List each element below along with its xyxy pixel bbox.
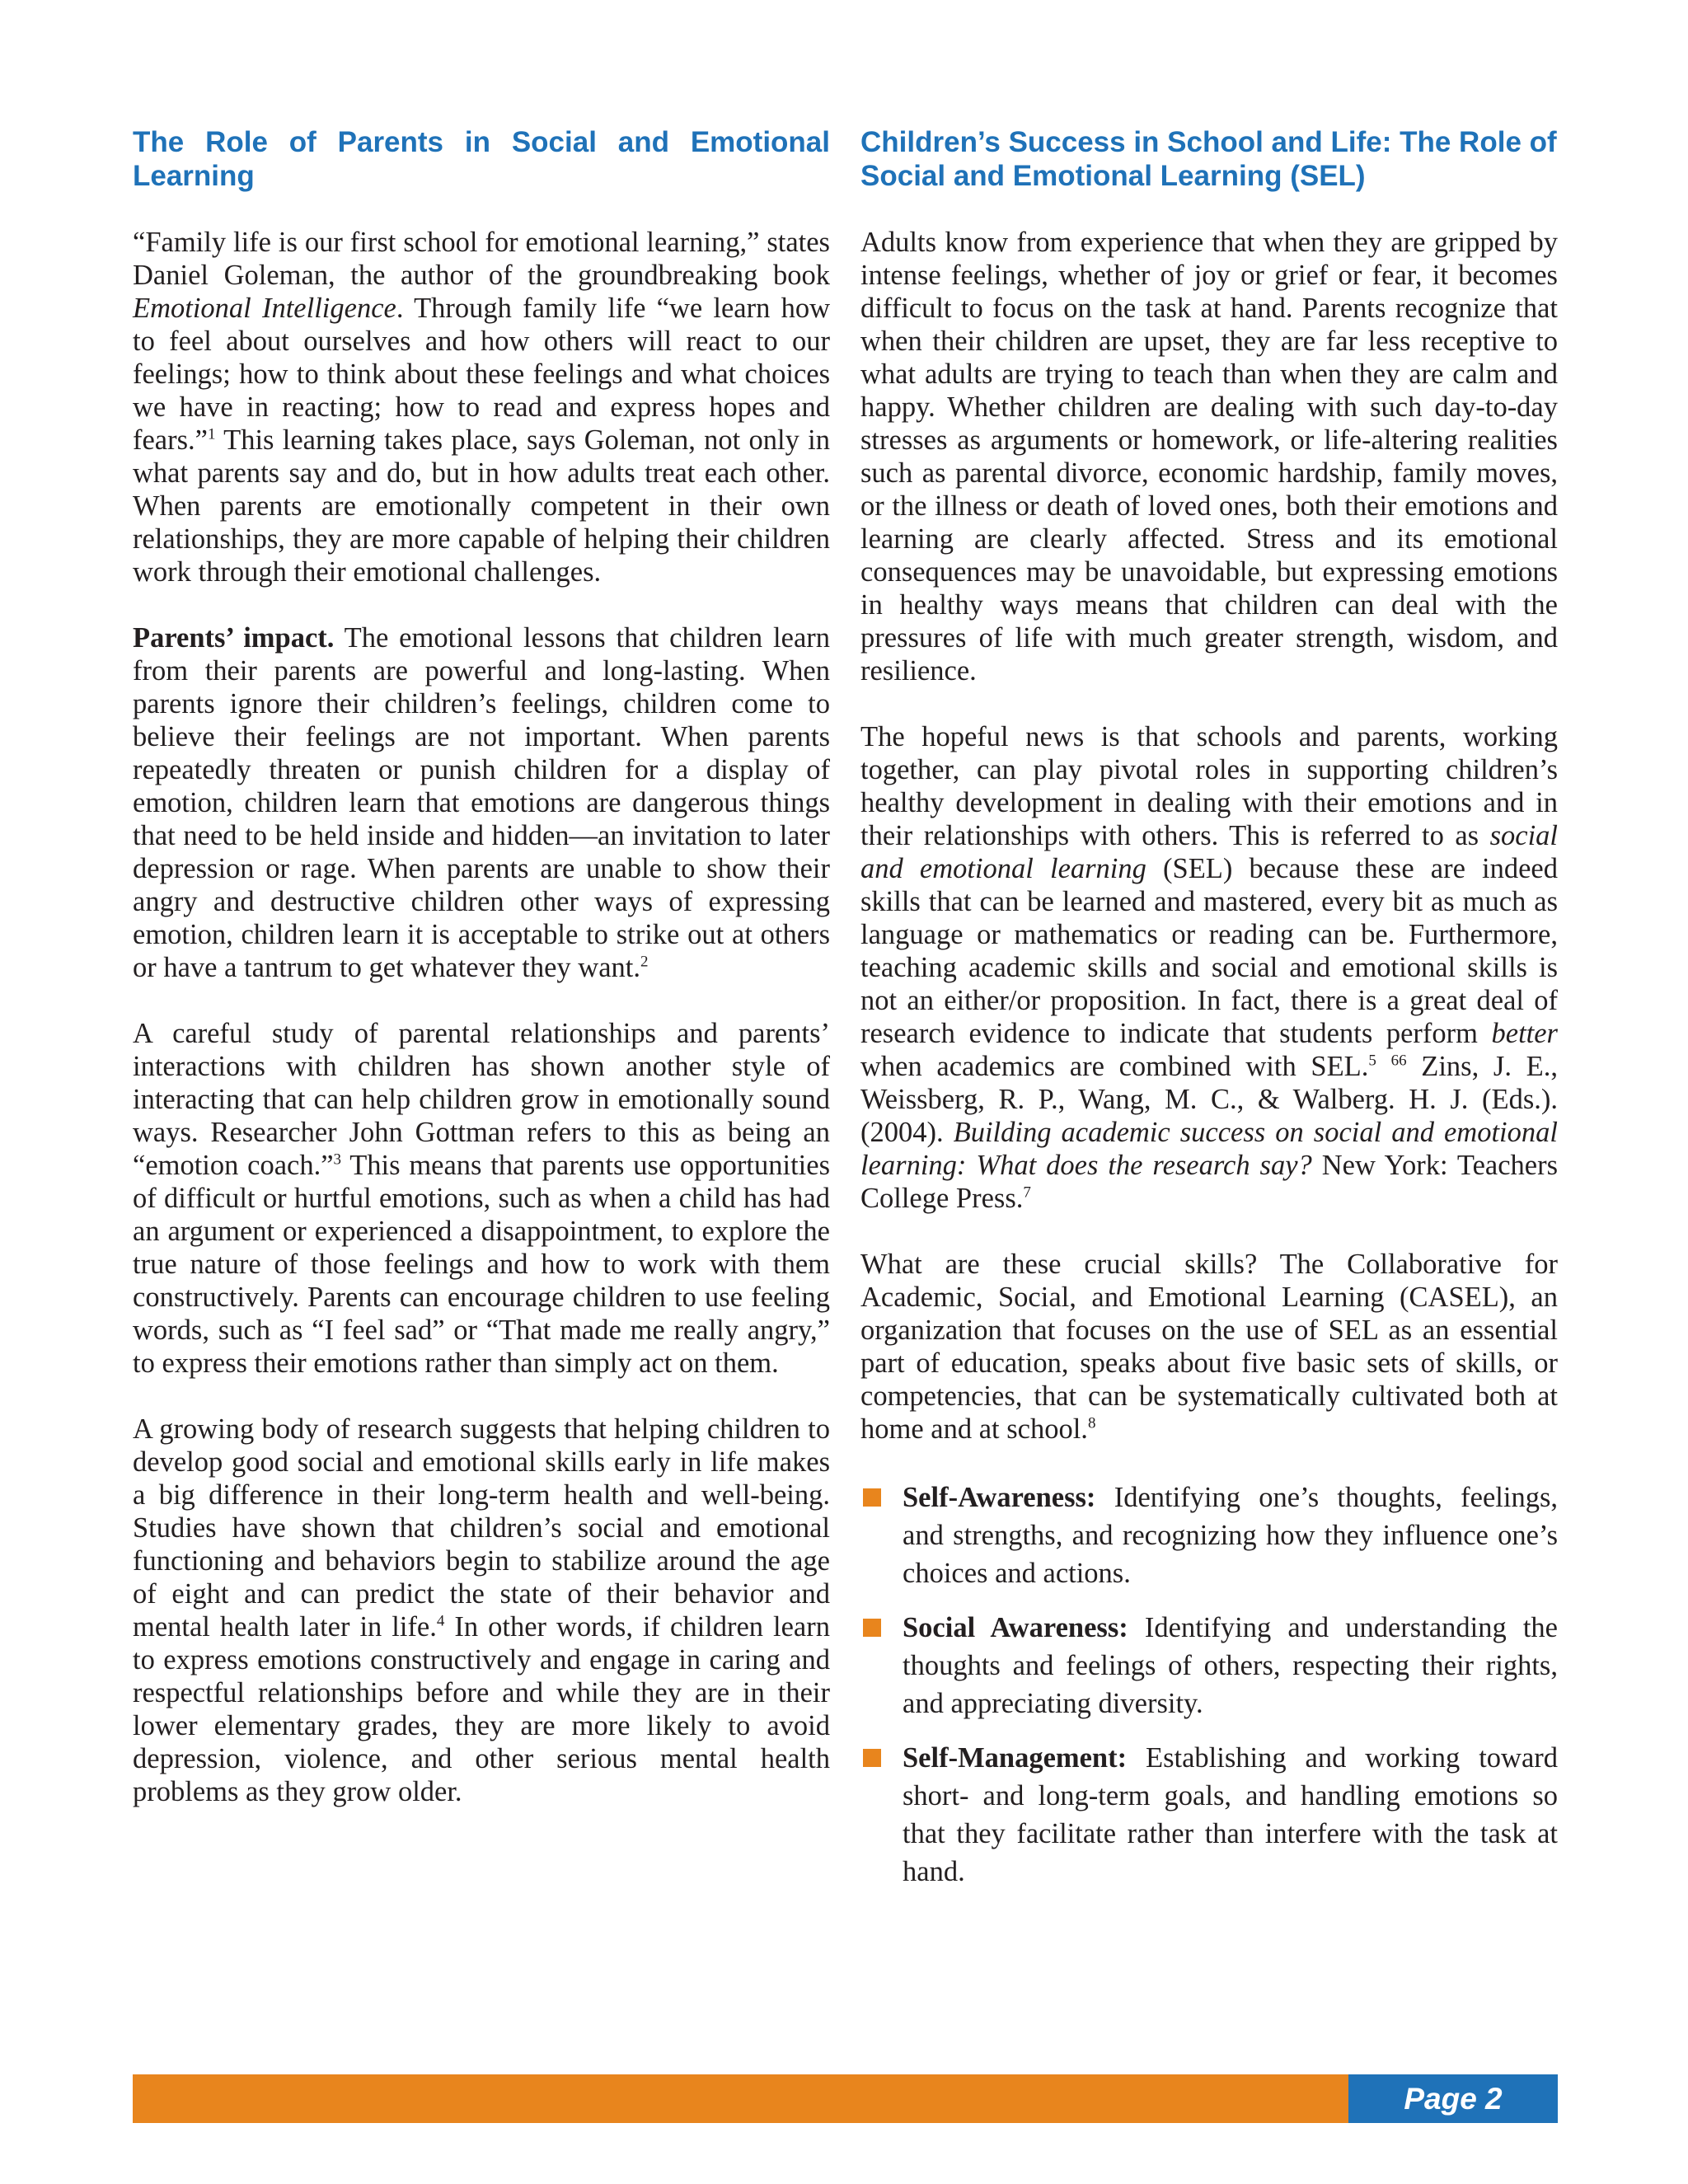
paragraph-text: In other words, if children learn to express emotions constructively and engage in caring and respectful relationships before and while they are in their lower elementary grades, they are more likely to avoid depression, violence, and other serious mental health problems as they grow older. [133,1611,830,1807]
list-item [860,1479,1558,1592]
paragraph-text: (SEL) because these are indeed skills that can be learned and mastered, every bit as much as language or mathematics or reading can be. Furthermore, teaching academic skills and social and emotional skills is not an either/or proposition. In fact, there is a great deal of research evidence to indicate that students perform [860,853,1558,1049]
footnote-ref: 66 [1390,1052,1407,1070]
competency-text: Establishing and working toward short- and long-term goals, and handling emotions so that they facilitate rather than interfere with the task at hand. [903,1742,1558,1887]
casel-paragraph [860,1248,1558,1446]
role-of-parents-heading: The Role of Parents in Social and Emotional Learning [133,126,830,192]
footnote-ref: 5 [1368,1052,1376,1070]
hopeful-news-paragraph [860,720,1558,1215]
paragraph-text: The hopeful news is that schools and parents, working together, can play pivotal roles in supporting children’s healthy development in dealing with their emotions and in their relationships with others. This is referred to as [860,721,1558,851]
right-column [860,125,1558,1907]
parents-impact-lead: Parents’ impact. [133,622,335,654]
sel-term: social and emotional learning [860,820,1558,884]
left-column [133,125,830,1841]
paragraph-text: when academics are combined with SEL. [860,1051,1369,1082]
parents-impact-paragraph [133,621,830,984]
paragraph-text: . Through family life “we learn how to feel about ourselves and how others will react to our feelings; how to think about these feelings and what choices we have in reacting; how to read and express hopes and fears.” [133,293,831,456]
competency-title: Self-Awareness: [903,1482,1096,1513]
list-item [860,1609,1558,1722]
emphasis-better: better [1491,1018,1558,1049]
competency-text: Identifying one’s thoughts, feelings, and strengths, and recognizing how they influence one’s choices and actions. [903,1482,1558,1589]
research-paragraph [133,1413,830,1808]
footnote-ref: 7 [1023,1183,1031,1202]
intense-feelings-paragraph: Adults know from experience that when they are gripped by intense feelings, whether of joy or grief or fear, it becomes difficult to focus on the task at hand. Parents recognize that when their children are upset, they are far less receptive to what adults are trying to teach than when they are calm and happy. Whether children are dealing with such day-to-day stresses as arguments or homework, or life-altering realities such as parental divorce, economic hardship, family moves, or the illness or death of loved ones, both their emotions and learning are clearly affected. Stress and its emotional consequences may be unavoidable, but expressing emotions in healthy ways means that children can deal with the pressures of life with much greater strength, wisdom, and resilience. [860,227,1558,687]
paragraph-text: A careful study of parental relationships and parents’ interactions with children has shown another style of interacting that can help children grow in emotionally sound ways. Researcher John Gottman refers to this as being an “emotion coach.” [133,1018,830,1181]
book-title: Emotional Intelligence [133,293,396,324]
competency-text: Identifying and understanding the thoughts and feelings of others, respecting their rights, and appreciating diversity. [903,1612,1558,1719]
paragraph-text: This learning takes place, says Goleman, not only in what parents say and do, but in how adults treat each other. When parents are emotionally competent in their own relationships, they are more capable of helping their children work through their emotional challenges. [133,424,830,588]
orange-square-bullet-icon [863,1749,881,1767]
list-item [860,1739,1558,1891]
footer-bar [133,2074,1558,2123]
competency-title: Self-Management: [903,1742,1128,1774]
orange-square-bullet-icon [863,1619,881,1637]
childrens-success-heading: Children’s Success in School and Life: The Role of Social and Emotional Learning (SEL) [860,126,1557,192]
paragraph-text: The emotional lessons that children learn from their parents are powerful and long-lasting. When parents ignore their children’s feelings, children come to believe their feelings are not important. When parents repeatedly threaten or punish children for a display of emotion, children learn that emotions are dangerous things that need to be held inside and hidden—an invitation to later depression or rage. When parents are unable to show their angry and destructive children other ways of expressing emotion, children learn it is acceptable to strike out at others or have a tantrum to get whatever they want. [133,622,831,983]
orange-square-bullet-icon [863,1488,881,1507]
paragraph-text: This means that parents use opportunities of difficult or hurtful emotions, such as when a child has had an argument or experienced a disappointment, to explore the true nature of those feelings and how to work with them constructively. Parents can encourage children to use feeling words, such as “I feel sad” or “That made me really angry,” to express their emotions rather than simply act on them. [133,1150,830,1379]
page-number-label: Page 2 [1348,2074,1558,2123]
footnote-ref: 3 [333,1151,342,1169]
citation-publisher: New York: Teachers College Press. [860,1150,1558,1214]
footnote-ref: 4 [436,1612,445,1630]
paragraph-text: “Family life is our first school for emotional learning,” states Daniel Goleman, the author of the groundbreaking book [133,227,830,291]
goleman-paragraph [133,226,830,588]
footnote-ref: 2 [640,953,649,971]
citation-title: Building academic success on social and emotional learning: What does the research say? [860,1117,1558,1181]
footnote-ref: 8 [1087,1414,1096,1432]
emotion-coach-paragraph [133,1017,830,1380]
paragraph-text: A growing body of research suggests that helping children to develop good social and emotional skills early in life makes a big difference in their long-term health and well-being. Studies have shown that children’s social and emotional functioning and behaviors begin to stabilize around the age of eight and can predict the state of their behavior and mental health later in life. [133,1413,830,1643]
paragraph-text: What are these crucial skills? The Collaborative for Academic, Social, and Emotional Learning (CASEL), an organization that focuses on the use of SEL as an essential part of education, speaks about five basic sets of skills, or competencies, that can be systematically cultivated both at home and at school. [860,1249,1558,1445]
citation-text: Zins, J. E., Weissberg, R. P., Wang, M. C., & Walberg. H. J. (Eds.). (2004). [860,1051,1559,1148]
competency-title: Social Awareness: [903,1612,1128,1643]
competencies-list [860,1479,1558,1891]
footnote-ref: 1 [207,425,216,443]
